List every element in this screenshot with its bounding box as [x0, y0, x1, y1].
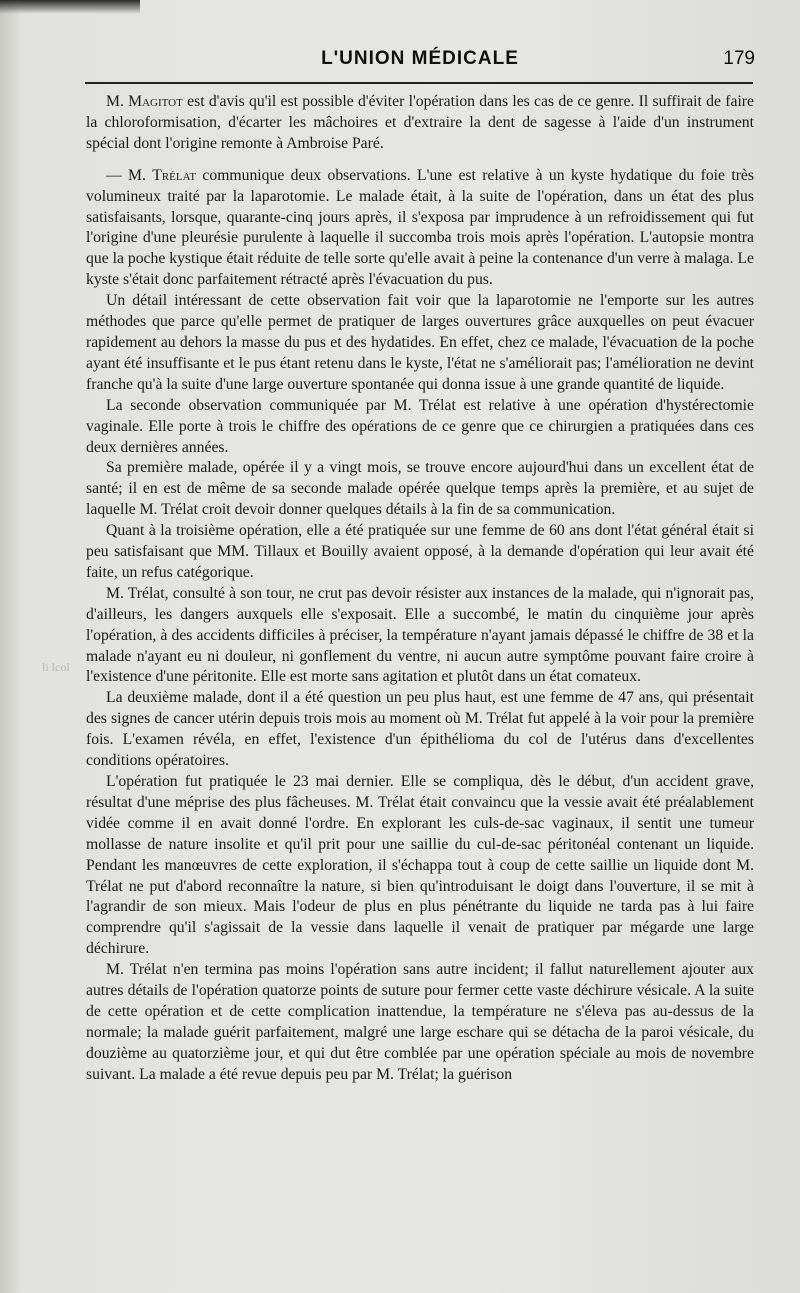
- paragraph-magitot: [86, 92, 754, 155]
- page-number: 179: [723, 48, 755, 69]
- paragraph: M. Trélat, consulté à son tour, ne crut pas devoir résister aux instances de la malade, qui n'ignorait pas, d'ailleurs, les dangers auxquels elle s'exposait. Elle a succombé, le matin du cinquième jour après l'opération, à des accidents difficiles à préciser, la température n'ayant jamais dépassé le chiffre de 38 et la malade n'ayant eu ni douleur, ni gonflement du ventre, ni aucun autre symptôme pouvant faire croire à l'existence d'une péritonite. Elle est morte sans agitation et plutôt dans un état comateux.: [86, 584, 754, 686]
- paragraph: La seconde observation communiquée par M. Trélat est relative à une opération d'hystérectomie vaginale. Elle porte à trois le chiffre des opérations de ce genre que ce chirurgien a pratiquées dans ces deux dernières années.: [86, 396, 754, 456]
- scan-corner-shadow: [0, 0, 140, 14]
- page-header: [85, 40, 755, 82]
- speaker-name: Magitot: [128, 93, 183, 110]
- margin-bleed-text: li lcol: [42, 660, 70, 674]
- running-head: L'UNION MÉDICALE: [321, 48, 519, 69]
- paragraph: L'opération fut pratiquée le 23 mai dernier. Elle se compliqua, dès le début, d'un accident grave, résultat d'une méprise des plus fâcheuses. M. Trélat était convaincu que la vessie avait été préalablement vidée comme il en avait donné l'ordre. En explorant les culs-de-sac vaginaux, il sentit une tumeur mollasse de nature insolite et qu'il prit pour une saillie du cul-de-sac péritonéal contenant un liquide. Pendant les manœuvres de cette exploration, il s'échappa tout à coup de cette saillie un liquide dont M. Trélat ne put d'abord reconnaître la nature, si bien qu'introduisant le doigt dans l'ouverture, il se mit à l'agrandir de son mieux. Mais l'odeur de plus en plus pénétrante du liquide ne tarda pas à lui faire comprendre qu'il s'agissait de la vessie dans laquelle il venait de pratiquer par mégarde une large déchirure.: [86, 773, 754, 958]
- paragraph-text: communique deux observations. L'une est relative à un kyste hydatique du foie très volumineux traité par la laparotomie. Le malade était, à la suite de l'opération, dans un état des plus satisfaisants, lorsque, quarante-cinq jours après, il s'exposa par imprudence à un refroidissement qui fut l'origine d'une pleurésie purulente à laquelle il succomba trois mois après l'opération. L'autopsie montra que la poche kystique était réduite de telle sorte qu'elle avait à peine la contenance d'un verre à malaga. Le kyste s'était donc parfaitement rétracté après l'évacuation du pus.: [86, 166, 754, 289]
- paragraph: La deuxième malade, dont il a été question un peu plus haut, est une femme de 47 ans, qui présentait des signes de cancer utérin depuis trois mois au moment où M. Trélat fut appelé à la voir pour la première fois. L'examen révéla, en effet, l'existence d'un épithélioma du col de l'utérus dans d'excellentes conditions opératoires.: [86, 689, 754, 770]
- paragraph: M. Trélat n'en termina pas moins l'opération sans autre incident; il fallut naturellement ajouter aux autres détails de l'opération quatorze points de suture pour fermer cette vaste déchirure vésicale. A la suite de cette opération et de cette complication inattendue, la température ne s'éleva pas au-dessus de la normale; la malade guérit parfaitement, malgré une large eschare qui se détacha de la paroi vésicale, du douzième au quatorzième jour, et qui dut être comblée par une opération spéciale au mois de novembre suivant. La malade a été revue depuis peu par M. Trélat; la guérison: [86, 961, 754, 1083]
- paragraph: Un détail intéressant de cette observation fait voir que la laparotomie ne l'emporte sur les autres méthodes que parce qu'elle permet de pratiquer de larges ouvertures grâce auxquelles on peut évacuer rapidement au dehors la masse du pus et des hydatides. En effet, chez ce malade, l'évacuation de la poche ayant été insuffisante et le pus étant retenu dans le kyste, l'état ne s'améliorait pas; l'amélioration ne devint franche qu'à la suite d'une large ouverture spontanée qui donna issue à une grande quantité de liquide.: [86, 292, 754, 393]
- article-body: [86, 92, 754, 1086]
- speaker-name: Trélat: [152, 166, 197, 184]
- speaker-prefix: — M.: [106, 166, 153, 184]
- header-rule: [85, 82, 753, 84]
- speaker-prefix: M.: [106, 93, 129, 110]
- paragraph-trelat: [86, 166, 754, 291]
- paragraph: Quant à la troisième opération, elle a été pratiquée sur une femme de 60 ans dont l'état général était si peu satisfaisant que MM. Tillaux et Bouilly avaient opposé, à la demande d'opération qui leur avait été faite, un refus catégorique.: [86, 522, 754, 581]
- paragraph: Sa première malade, opérée il y a vingt mois, se trouve encore aujourd'hui dans un excellent état de santé; il en est de même de sa seconde malade opérée quelque temps après la première, et au sujet de laquelle M. Trélat croit devoir donner quelques détails à la fin de sa communication.: [86, 459, 754, 519]
- paragraph-text: est d'avis qu'il est possible d'éviter l'opération dans les cas de ce genre. Il suffirait de faire la chloroformisation, d'écarter les mâchoires et d'extraire la dent de sagesse à l'aide d'un instrument spécial dont l'origine remonte à Ambroise Paré.: [86, 93, 754, 152]
